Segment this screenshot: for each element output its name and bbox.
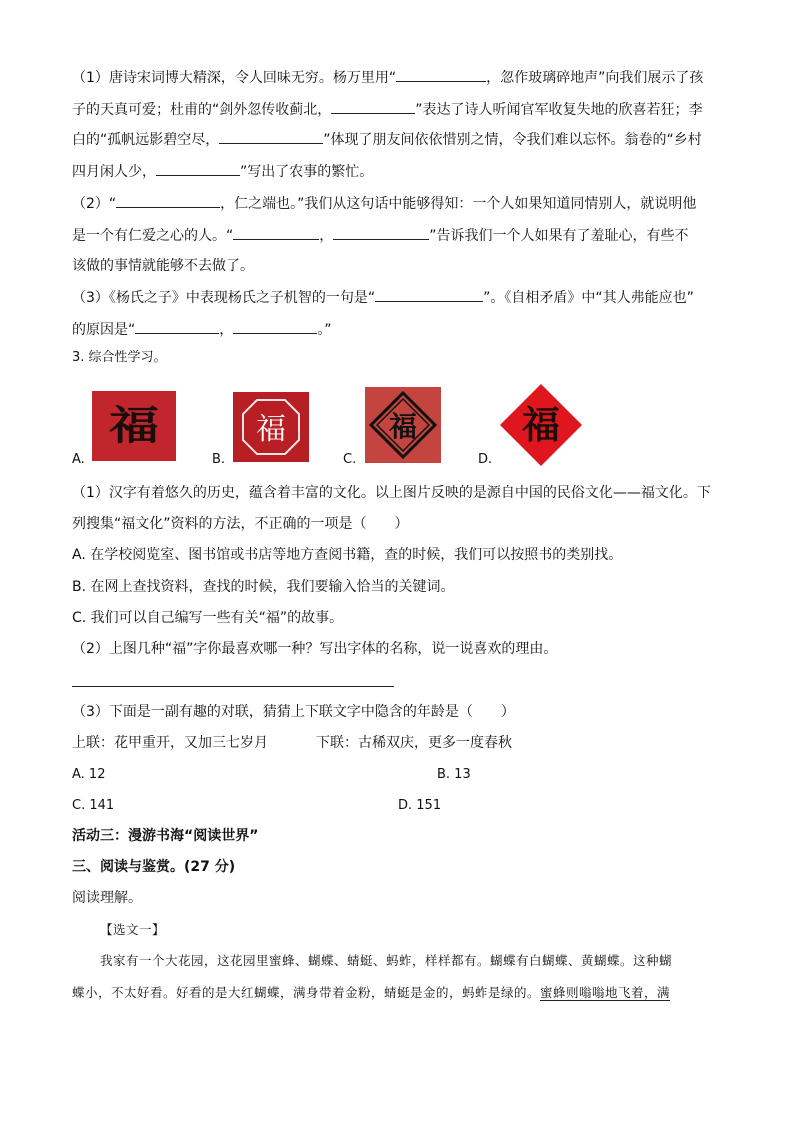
text: 子的天真可爱；杜甫的“剑外忽传收蓟北， bbox=[72, 102, 332, 118]
underlined-text: 蜜蜂则嗡嗡地飞着，满 bbox=[540, 985, 671, 1000]
option-b[interactable]: B. 在网上查找资料，查找的时候，我们要输入恰当的关键词。 bbox=[72, 579, 455, 595]
option-a[interactable]: A. 在学校阅览室、图书馆或书店等地方查阅书籍，查的时候，我们可以按照书的类别找。 bbox=[72, 547, 623, 563]
q3-title: 3. 综合性学习。 bbox=[72, 350, 167, 365]
blank[interactable] bbox=[375, 286, 483, 302]
text: 是一个有仁爱之心的人。“ bbox=[72, 228, 234, 244]
image-label-a: A. bbox=[72, 452, 85, 467]
q2-p2-line1 bbox=[72, 192, 696, 214]
text: ”表达了诗人听闻官军收复失地的欣喜若狂；李 bbox=[415, 102, 703, 118]
q3-s2: （2）上图几种“福”字你最喜欢哪一种？写出字体的名称，说一说喜欢的理由。 bbox=[72, 641, 558, 657]
fu-diamond-frame-image bbox=[365, 387, 441, 463]
answer-line[interactable] bbox=[72, 686, 394, 687]
text: ”写出了农事的繁忙。 bbox=[240, 164, 374, 180]
q2-p3-line1 bbox=[72, 286, 694, 308]
blank[interactable] bbox=[156, 160, 240, 176]
text: 白的“孤帆远影碧空尽， bbox=[72, 132, 220, 148]
text: ”告诉我们一个人如果有了羞耻心，有些不 bbox=[429, 228, 689, 244]
passage-label: 【选文一】 bbox=[100, 922, 166, 937]
blank[interactable] bbox=[219, 128, 323, 144]
text: ， bbox=[219, 322, 234, 338]
couplet-upper: 上联：花甲重开，又加三七岁月 bbox=[72, 735, 268, 751]
fu-octagon-image bbox=[233, 392, 309, 462]
image-label-b: B. bbox=[212, 452, 226, 467]
q2-p3-line2 bbox=[72, 318, 332, 340]
passage-line1: 我家有一个大花园，这花园里蜜蜂、蝴蝶、蜻蜓、蚂蚱，样样都有。蝴蝶有白蝴蝶、黄蝴蝶。这种蝴 bbox=[100, 953, 673, 968]
text: ，忽作玻璃碎地声”向我们展示了孩 bbox=[486, 70, 704, 86]
option-a[interactable]: A. 12 bbox=[72, 767, 106, 782]
q2-p1-line4 bbox=[72, 160, 373, 182]
text: （1）唐诗宋词博大精深，令人回味无穷。杨万里用“ bbox=[72, 70, 397, 86]
blank[interactable] bbox=[233, 318, 317, 334]
text: ，仁之端也。”我们从这句话中能够得知：一个人如果知道同情别人，就说明他 bbox=[220, 196, 697, 212]
option-c[interactable]: C. 141 bbox=[72, 798, 115, 813]
text: ”体现了朋友间依依惜别之情，令我们难以忘怀。翁卷的“乡村 bbox=[323, 132, 702, 148]
section-heading: 三、阅读与鉴赏。(27 分) bbox=[72, 859, 236, 875]
option-b[interactable]: B. 13 bbox=[437, 767, 471, 782]
blank[interactable] bbox=[233, 224, 319, 240]
q2-p1-line3 bbox=[72, 128, 702, 150]
fu-char: 福 bbox=[256, 412, 286, 447]
text: ， bbox=[319, 228, 334, 244]
q2-p2-line3: 该做的事情就能够不去做了。 bbox=[72, 258, 254, 274]
text: （2）“ bbox=[72, 196, 117, 212]
option-d[interactable]: D. 151 bbox=[398, 798, 442, 813]
q2-p1-line1 bbox=[72, 66, 703, 88]
fu-seal-image bbox=[92, 391, 176, 461]
blank[interactable] bbox=[333, 224, 429, 240]
couplet-lower: 下联：古稀双庆，更多一度春秋 bbox=[316, 735, 512, 751]
blank[interactable] bbox=[396, 66, 486, 82]
q3-s3-question: （3）下面是一副有趣的对联，猜猜上下联文字中隐含的年龄是（ ） bbox=[72, 704, 515, 720]
fu-red-diamond-image bbox=[498, 382, 584, 468]
fu-char: 福 bbox=[521, 402, 561, 447]
fu-char: 福 bbox=[108, 401, 160, 449]
reading-intro: 阅读理解。 bbox=[72, 890, 142, 906]
blank[interactable] bbox=[331, 98, 415, 114]
text: 。” bbox=[317, 322, 332, 338]
blank[interactable] bbox=[116, 192, 220, 208]
text: （3）《杨氏之子》中表现杨氏之子机智的一句是“ bbox=[72, 290, 376, 306]
q3-s1-line2: 列搜集“福文化”资料的方法，不正确的一项是（ ） bbox=[72, 516, 409, 532]
blank[interactable] bbox=[135, 318, 219, 334]
text: 蝶小，不太好看。好看的是大红蝴蝶，满身带着金粉，蜻蜓是金的，蚂蚱是绿的。 bbox=[72, 985, 541, 1000]
passage-line2 bbox=[72, 983, 670, 1003]
option-c[interactable]: C. 我们可以自己编写一些有关“福”的故事。 bbox=[72, 610, 344, 626]
activity-heading: 活动三：漫游书海“阅读世界” bbox=[72, 828, 259, 844]
text: 的原因是“ bbox=[72, 322, 136, 338]
text: ”。《自相矛盾》中“其人弗能应也” bbox=[483, 290, 694, 306]
image-label-d: D. bbox=[478, 452, 493, 467]
q3-s1-line1: （1）汉字有着悠久的历史，蕴含着丰富的文化。以上图片反映的是源自中国的民俗文化——福文化。下 bbox=[72, 485, 711, 501]
fu-char: 福 bbox=[388, 410, 418, 443]
q2-p1-line2 bbox=[72, 98, 703, 120]
q2-p2-line2 bbox=[72, 224, 689, 246]
image-label-c: C. bbox=[343, 452, 357, 467]
text: 四月闲人少， bbox=[72, 164, 156, 180]
